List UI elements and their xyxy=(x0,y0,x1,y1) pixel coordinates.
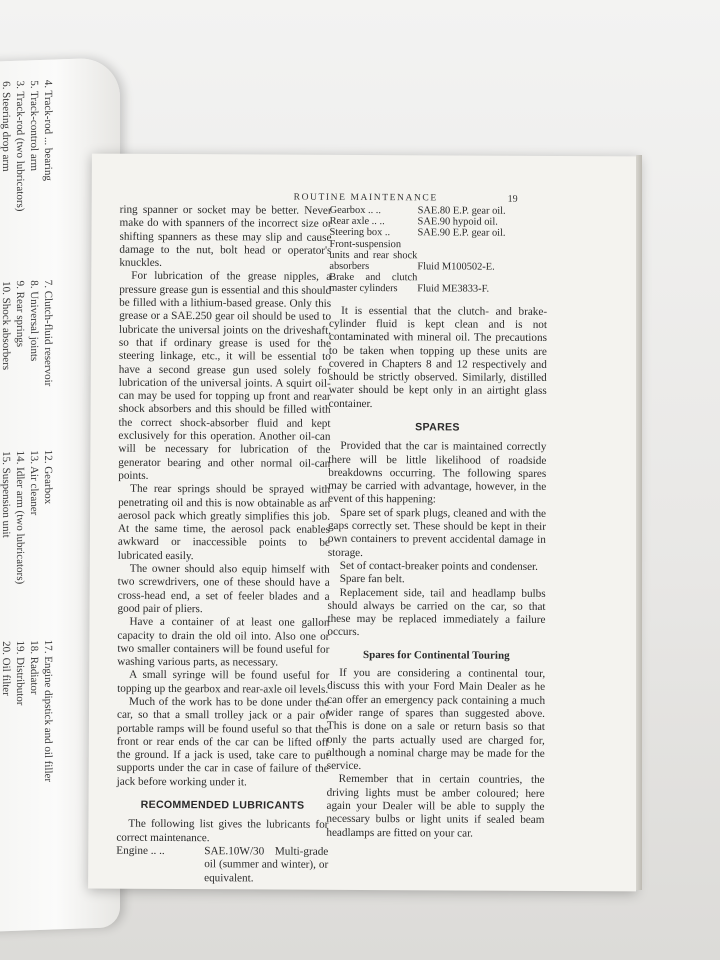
lubricant-row-engine xyxy=(116,845,328,886)
paragraph: ring spanner or socket may be better. Never make do with spanners of the incorrect size or shifting spanners as these may slip and cause damage to the nut, bolt head or operator's knuckles. xyxy=(119,203,332,270)
facing-line: 19. Distributor xyxy=(14,640,26,706)
facing-line: 12. Gearbox xyxy=(42,449,54,505)
lubricant-value: SAE.80 E.P. gear oil. xyxy=(417,205,506,217)
paragraph: For lubrication of the grease nipples, a pressure grease gun is essential and this should be filled with a lithium-based grease. Only this grease or a SAE.250 gear oil should be used to lubricate the universal joints on the driveshaft, so that if ordinary grease is used for the steering linkage, etc., it will be essential to have a second grease gun used solely for lubrication of the universal joints. A squirt oil-can may be used for topping up front and rear shock absorbers and this should be filled with the correct shock-absorber fluid and kept exclusively for this operation. Another oil-can will be necessary for lubrication of the generator bearing and other normal oil-can points. xyxy=(118,270,332,482)
facing-column-1 xyxy=(0,79,55,224)
lubricant-value: SAE.10W/30 Multi-grade oil (summer and winter), or equivalent. xyxy=(204,845,329,884)
lubricant-name: Rear axle .. .. xyxy=(329,216,385,228)
paragraph: Spare set of spark plugs, cleaned and with the gaps correctly set. These should be kept in their own containers to prevent accidental damage in storage. xyxy=(327,506,547,559)
facing-column-2 xyxy=(0,279,55,388)
lubricant-name: Steering box .. xyxy=(329,227,391,239)
facing-line: 13. Air cleaner xyxy=(28,450,40,516)
lubricant-value: Fluid M100502-E. xyxy=(417,261,495,273)
heading-spares: SPARES xyxy=(415,421,460,434)
lubricant-name: Gearbox .. .. xyxy=(329,204,382,217)
paragraph: It is essential that the clutch- and brake-cylinder fluid is kept clean and is not contaminated with mineral oil. The precautions to be taken when topping up these units are covered in Chapters 8 and 12 respectively and should be strictly observed. Similarly, distilled water should be kept only in an airtight glass container. xyxy=(328,304,548,410)
lubricant-value: SAE.90 hypoid oil. xyxy=(417,216,498,228)
paragraph: Replacement side, tail and headlamp bulbs should always be carried on the car, so that these may be replaced immediately a failure occurs. xyxy=(327,586,546,639)
lubricant-value: SAE.90 E.P. gear oil. xyxy=(417,227,506,240)
heading-continental-touring: Spares for Continental Touring xyxy=(362,648,510,662)
running-head: ROUTINE MAINTENANCE xyxy=(293,192,438,204)
facing-line: 17. Engine dipstick and oil filler xyxy=(42,639,54,783)
left-column xyxy=(116,204,332,886)
book-page xyxy=(88,154,640,892)
facing-line: 7. Clutch-fluid reservoir xyxy=(42,279,54,387)
paragraph: A small syringe will be found useful for topping up the gearbox and rear-axle oil levels. xyxy=(117,669,330,696)
facing-line: 4. Track-rod ... bearing xyxy=(42,79,54,182)
paragraph: Spare fan belt. xyxy=(339,573,405,586)
paragraph: Remember that in certain countries, the driving lights must be amber coloured; here again your Dealer will be able to supply the necessary bulbs or light units if sealed beam headlamps are fitted on your car. xyxy=(326,773,545,840)
page-number: 19 xyxy=(507,193,518,205)
lubricant-row xyxy=(329,238,547,273)
paragraph: Much of the work has to be done under the car, so that a small trolley jack or a pair of portable ramps will be found useful so that the front or rear ends of the car can be lifted off the ground. If a jack is used, take care to put supports under the car in case of failure of the jack before working under it. xyxy=(116,695,330,789)
lubricant-row xyxy=(329,272,547,296)
paragraph: The rear springs should be sprayed with penetrating oil and this is now obtainable as an aerosol pack which greatly simplifies this job. At the same time, the aerosol pack enables awkward or inaccessible points to be lubricated easily. xyxy=(117,483,331,562)
paragraph: If you are considering a continental tour, discuss this with your Ford Main Dealer as he can offer an emergency pack containing a much wider range of spares than suggested above. This is done on a sale or return basis so that only the parts actually used are charged for, although a nominal charge may be made for the service. xyxy=(326,666,546,773)
facing-line: 9. Rear springs xyxy=(14,280,26,348)
facing-line: 14. Idler arm (two lubricators) xyxy=(14,450,26,585)
paragraph: Have a container of at least one gallon capacity to drain the old oil into. Also one or two smaller containers will be found useful for washing various parts, as necessary. xyxy=(117,615,330,669)
facing-line: 8. Universal joints xyxy=(28,280,40,362)
lubricant-name: Brake and clutch master cylinders xyxy=(329,272,418,295)
lubricant-name: Engine .. .. xyxy=(116,844,165,857)
right-column xyxy=(326,205,547,841)
paragraph: Set of contact-breaker points and condenser. xyxy=(339,559,539,573)
lubricant-value: Fluid ME3833-F. xyxy=(417,283,490,296)
facing-line: 18. Radiator xyxy=(28,640,40,695)
heading-recommended-lubricants: RECOMMENDED LUBRICANTS xyxy=(140,798,305,812)
facing-line: 15. Suspension unit xyxy=(0,450,12,538)
facing-page-rotated-text xyxy=(0,79,55,883)
paragraph: The following list gives the lubricants for correct maintenance. xyxy=(116,818,329,844)
lubricant-name: Front-suspension units and rear shock absorbers xyxy=(329,238,418,273)
facing-line: 5. Track-control arm xyxy=(28,80,40,172)
facing-column-4 xyxy=(0,639,55,784)
facing-column-3 xyxy=(0,449,55,585)
facing-line: 6. Steering drop arm xyxy=(0,80,12,172)
page-edge xyxy=(636,155,642,890)
facing-line: 10. Shock absorbers xyxy=(0,280,12,371)
facing-line: 20. Oil filter xyxy=(0,640,12,697)
facing-line: 3. Track-rod (two lubricators) xyxy=(14,80,26,212)
paragraph: The owner should also equip himself with two screwdrivers, one of these should have a cross-head end, a set of feeler blades and a good pair of pliers. xyxy=(117,562,330,616)
paragraph: Provided that the car is maintained correctly there will be little likelihood of roadside breakdowns occurring. The following spares may be carried with advantage, however, in the event of this happening: xyxy=(328,440,547,506)
